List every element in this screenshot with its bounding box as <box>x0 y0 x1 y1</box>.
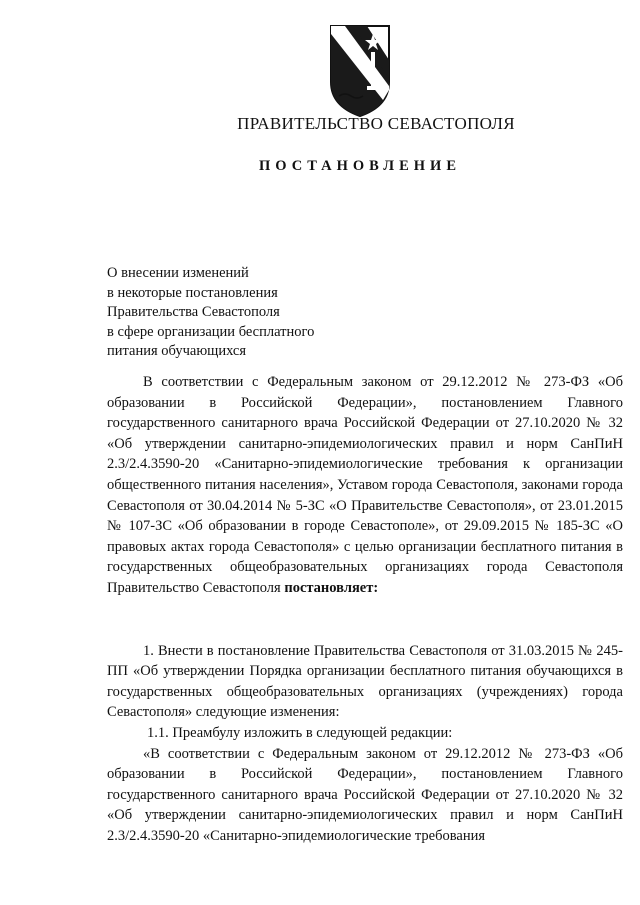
subject-line: в сфере организации бесплатного <box>107 323 315 340</box>
government-title: ПРАВИТЕЛЬСТВО СЕВАСТОПОЛЯ <box>237 114 515 133</box>
document-body <box>107 372 623 846</box>
sevastopol-coat-of-arms-icon <box>323 20 397 120</box>
preamble-text: В соответствии с Федеральным законом от 29.12.2012 № 273-ФЗ «Об образовании в Российской Федерации», постановлением Главного государственного санитарного врача Российской Федерации от 27.10.2020 № 32 «Об утверждении санитарно-эпидемиологических правил и норм СанПиН 2.3/2.4.3590-20 «Санитарно-эпидемиологические требования к организации общественного питания населения», Уставом города Севастополя, законами города Севастополя от 30.04.2014 № 5-ЗС «О Правительстве Севастополя», от 23.01.2015 № 107-ЗС «Об образовании в городе Севастополе», от 29.09.2015 № 185-ЗС «О правовых актах города Севастополя» с целью организации бесплатного питания в государственных общеобразовательных организациях города Севастополя Правительство Севастополя <box>107 374 623 596</box>
document-type-heading: ПОСТАНОВЛЕНИЕ <box>258 158 461 174</box>
item-1-1-paragraph: 1.1. Преамбулу изложить в следующей редакции: <box>147 724 453 741</box>
item-1-paragraph: 1. Внести в постановление Правительства Севастополя от 31.03.2015 № 245-ПП «Об утверждении Порядка организации бесплатного питания обучающихся в государственных общеобразовательных организациях (учреждениях) города Севастополя» следующие изменения: <box>107 642 623 721</box>
subject-line: О внесении изменений <box>107 265 249 281</box>
preamble-paragraph <box>107 372 623 599</box>
resolves-keyword: постановляет: <box>284 579 379 596</box>
subject-line: в некоторые постановления <box>107 284 278 301</box>
quoted-preamble-paragraph: «В соответствии с Федеральным законом от 29.12.2012 № 273-ФЗ «Об образовании в Российской Федерации», постановлением Главного государственного санитарного врача Российской Федерации от 27.10.2020 № 32 «Об утверждении санитарно-эпидемиологических правил и норм СанПиН 2.3/2.4.3590-20 «Санитарно-эпидемиологические требования <box>107 745 623 844</box>
subject-line: питания обучающихся <box>107 343 247 359</box>
document-subject <box>107 264 427 362</box>
subject-line: Правительства Севастополя <box>107 304 280 320</box>
